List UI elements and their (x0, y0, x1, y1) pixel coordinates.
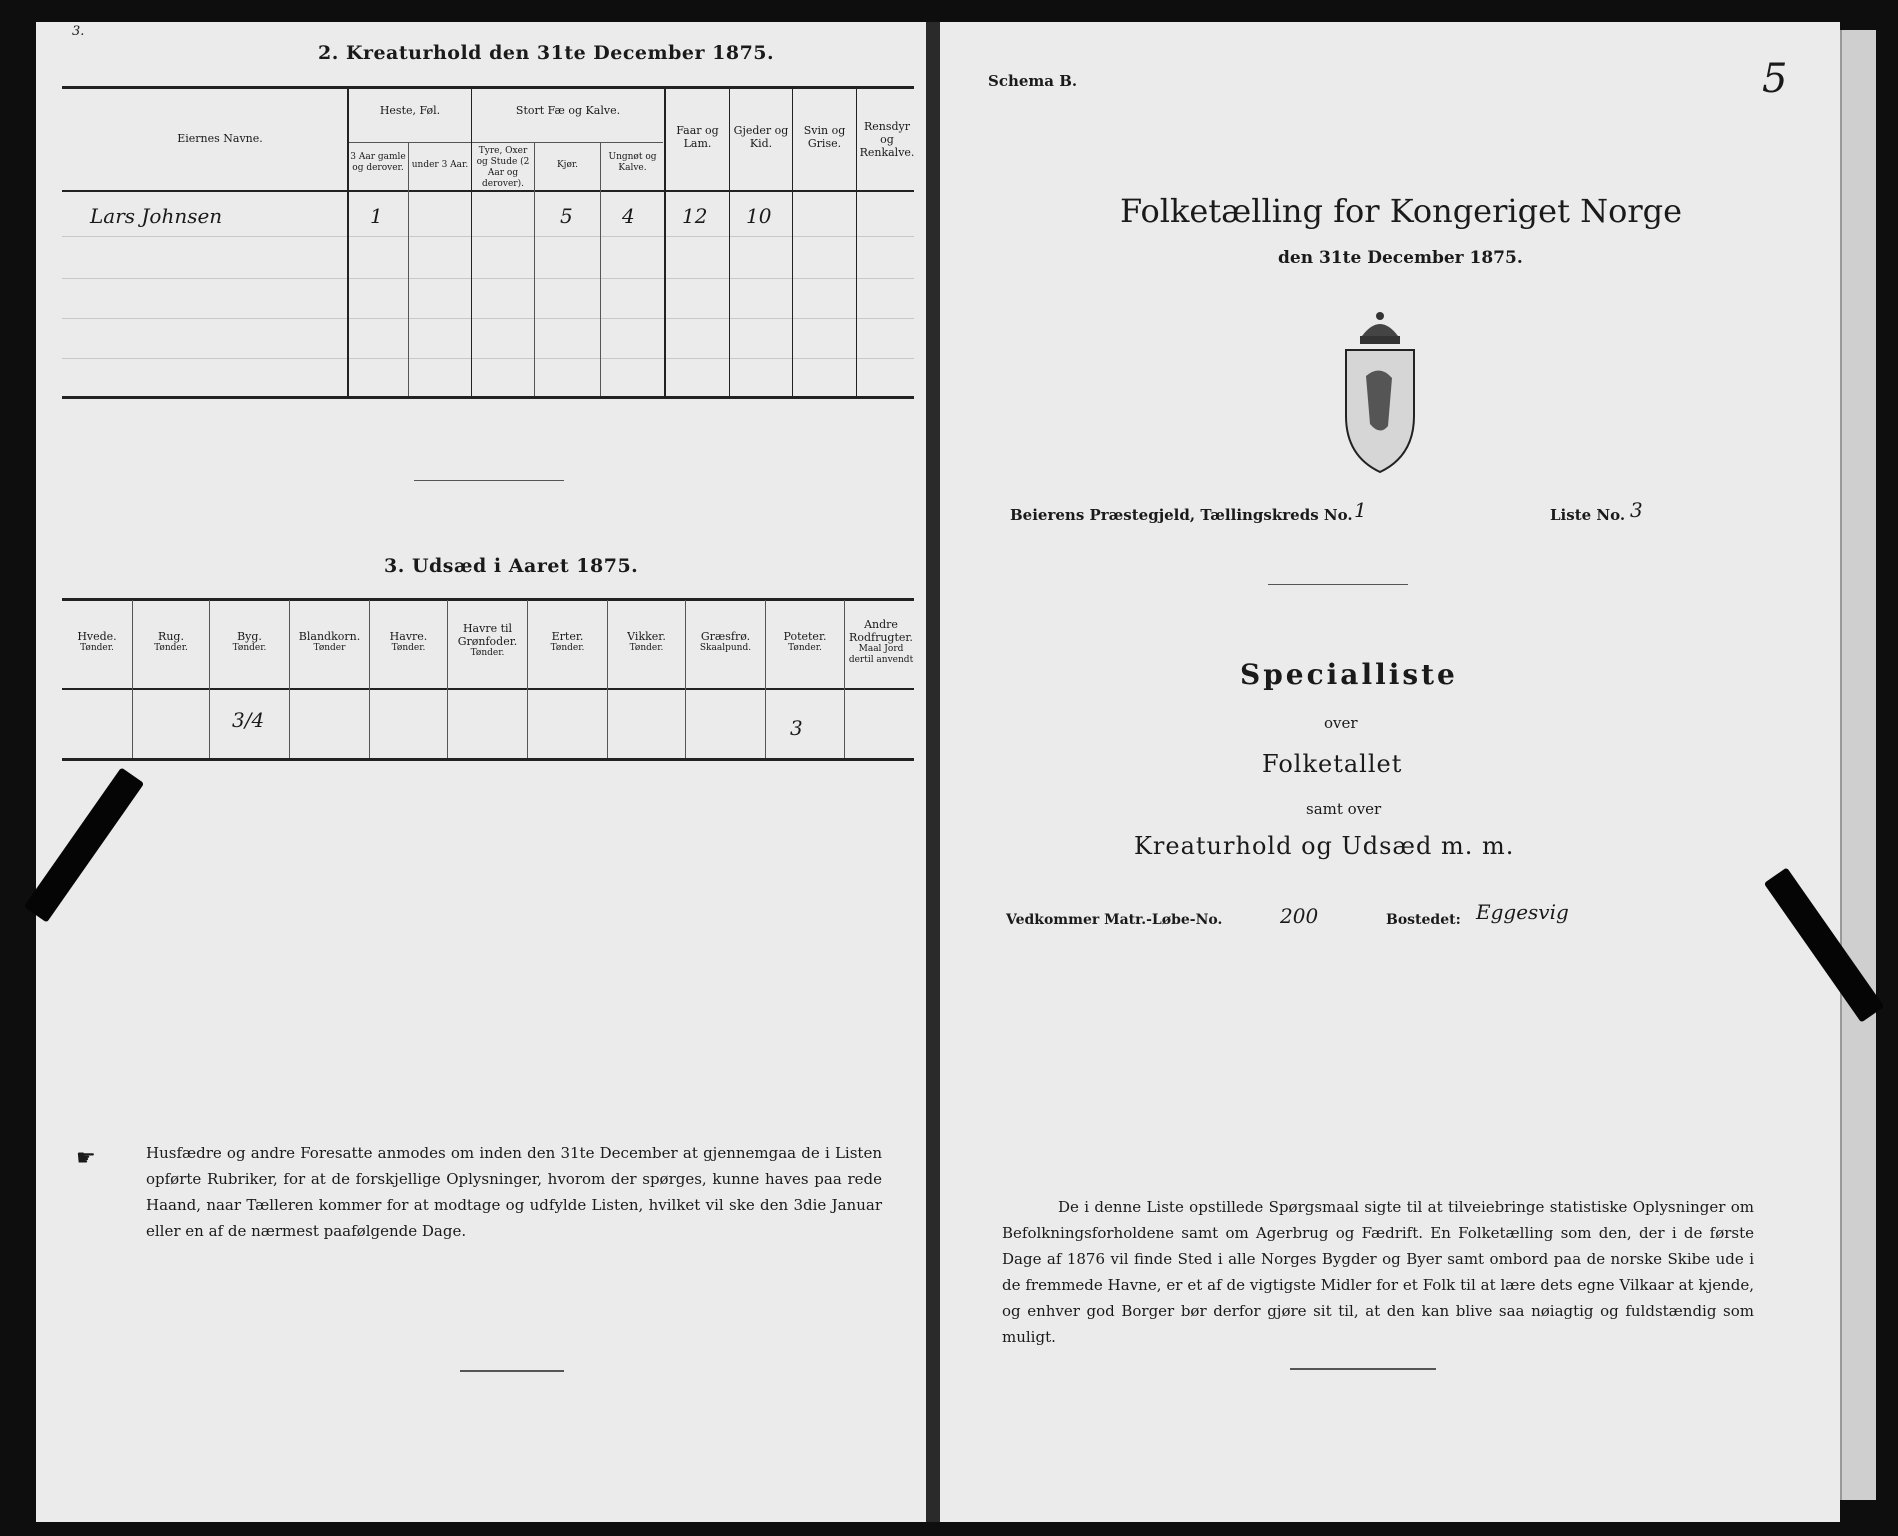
liste-label: Liste No. (1550, 506, 1626, 524)
udsaed-value-poteter: 3 (790, 716, 803, 740)
matr-label: Vedkommer Matr.-Løbe-No. (1006, 912, 1223, 928)
udsaed-value-byg: 3/4 (232, 708, 265, 732)
specialliste-heading: Specialliste (1240, 658, 1458, 691)
udsaed-col-havre-gronfoder: Havre til Grønfoder. Tønder. (457, 622, 518, 658)
heste-header: Heste, Føl. (379, 104, 441, 117)
udsaed-col-erter: Erter. Tønder. (550, 630, 585, 653)
bosted-label: Bostedet: (1386, 912, 1461, 928)
section2-title: 2. Kreaturhold den 31te December 1875. (318, 42, 775, 64)
cell-gjeder: 10 (746, 204, 772, 228)
main-title: Folketælling for Kongeriget Norge (1120, 192, 1683, 230)
folketallet-heading: Folketallet (1262, 750, 1403, 778)
page-number: 5 (1762, 56, 1788, 102)
matr-value: 200 (1280, 904, 1319, 928)
udsaed-col-rug: Rug. Tønder. (154, 630, 188, 653)
title-date: den 31te December 1875. (1278, 248, 1523, 268)
col-header-rensdyr: Rensdyr og Renkalve. (859, 120, 915, 159)
col-header-tyre: Tyre, Oxer og Stude (2 Aar og derover). (476, 146, 530, 189)
cell-ungnot: 4 (622, 204, 635, 228)
bosted-value: Eggesvig (1476, 900, 1569, 924)
udsaed-col-hvede: Hvede. Tønder. (77, 630, 117, 653)
section3-title: 3. Udsæd i Aaret 1875. (384, 555, 639, 577)
col-header-heste-under3: under 3 Aar. (411, 160, 469, 170)
over-label-1: over (1324, 714, 1358, 732)
liste-value: 3 (1630, 498, 1643, 522)
col-header-gjeder: Gjeder og Kid. (733, 124, 789, 150)
corner-mark: 3. (72, 24, 85, 39)
samt-over-label: samt over (1306, 800, 1382, 818)
intro-paragraph: De i denne Liste opstillede Spørgsmaal sigte til at tilveiebringe statistiske Oplysninger om Befolkningsforholdene samt om Agerbrug og Fædrift. En Folketælling som den, der i de første Dage af 1876 vil finde Sted i alle Norges Bygder og Byer samt ombord paa de norske Skibe ude i de fremmede Havne, er et af de vigtigste Midler for et Folk til at lære dets egne Vilkaar at kjende, og enhver god Borger bør derfor gjøre sit til, at den kan blive saa nøiagtig og fuldstændig som muligt. (1002, 1198, 1754, 1346)
owner-name: Lars Johnsen (90, 204, 223, 228)
udsaed-col-havre: Havre. Tønder. (389, 630, 428, 653)
coat-of-arms-icon (1340, 306, 1420, 476)
prestegjeld: Beierens Præstegjeld, (1010, 506, 1196, 524)
schema-label: Schema B. (988, 72, 1078, 90)
udsaed-col-andre: Andre Rodfrugter. Maal Jord dertil anvendt (848, 618, 914, 665)
kreaturhold-heading: Kreaturhold og Udsæd m. m. (1134, 832, 1515, 860)
udsaed-col-blandkorn: Blandkorn. Tønder (298, 630, 361, 653)
cell-heste-3aar: 1 (370, 204, 383, 228)
notice-text: Husfædre og andre Foresatte anmodes om inden den 31te December at gjennemgaa de i Listen opførte Rubriker, for at de forskjellige Oplysninger, hvorom der spørges, kunne haves paa rede Haand, naar Tælleren kommer for at modtage og udfylde Listen, hvilket vil ske den 3die Januar eller en af de nærmest paafølgende Dage. (146, 1144, 882, 1240)
col-header-ungnot: Ungnøt og Kalve. (608, 152, 657, 173)
owner-header: Eiernes Navne. (177, 132, 263, 145)
udsaed-col-byg: Byg. Tønder. (232, 630, 267, 653)
cell-faar: 12 (682, 204, 708, 228)
udsaed-col-poteter: Poteter. Tønder. (783, 630, 827, 653)
cell-kjor: 5 (560, 204, 573, 228)
col-header-faar: Faar og Lam. (676, 124, 719, 150)
district-line (1010, 506, 1353, 524)
col-header-svin: Svin og Grise. (803, 124, 846, 150)
pointing-hand-icon: ☛ (76, 1146, 96, 1171)
stort-fae-header: Stort Fæ og Kalve. (515, 104, 621, 117)
kreds-label: Tællingskreds No. (1200, 506, 1353, 524)
col-header-kjor: Kjør. (556, 160, 579, 170)
udsaed-col-graesfro: Græsfrø. Skaalpund. (699, 630, 752, 653)
book-spine (926, 22, 940, 1522)
udsaed-col-vikker: Vikker. Tønder. (627, 630, 666, 653)
col-header-heste-3aar: 3 Aar gamle og derover. (350, 152, 406, 173)
kreds-value: 1 (1354, 498, 1367, 522)
next-pages-edge (1840, 30, 1876, 1500)
